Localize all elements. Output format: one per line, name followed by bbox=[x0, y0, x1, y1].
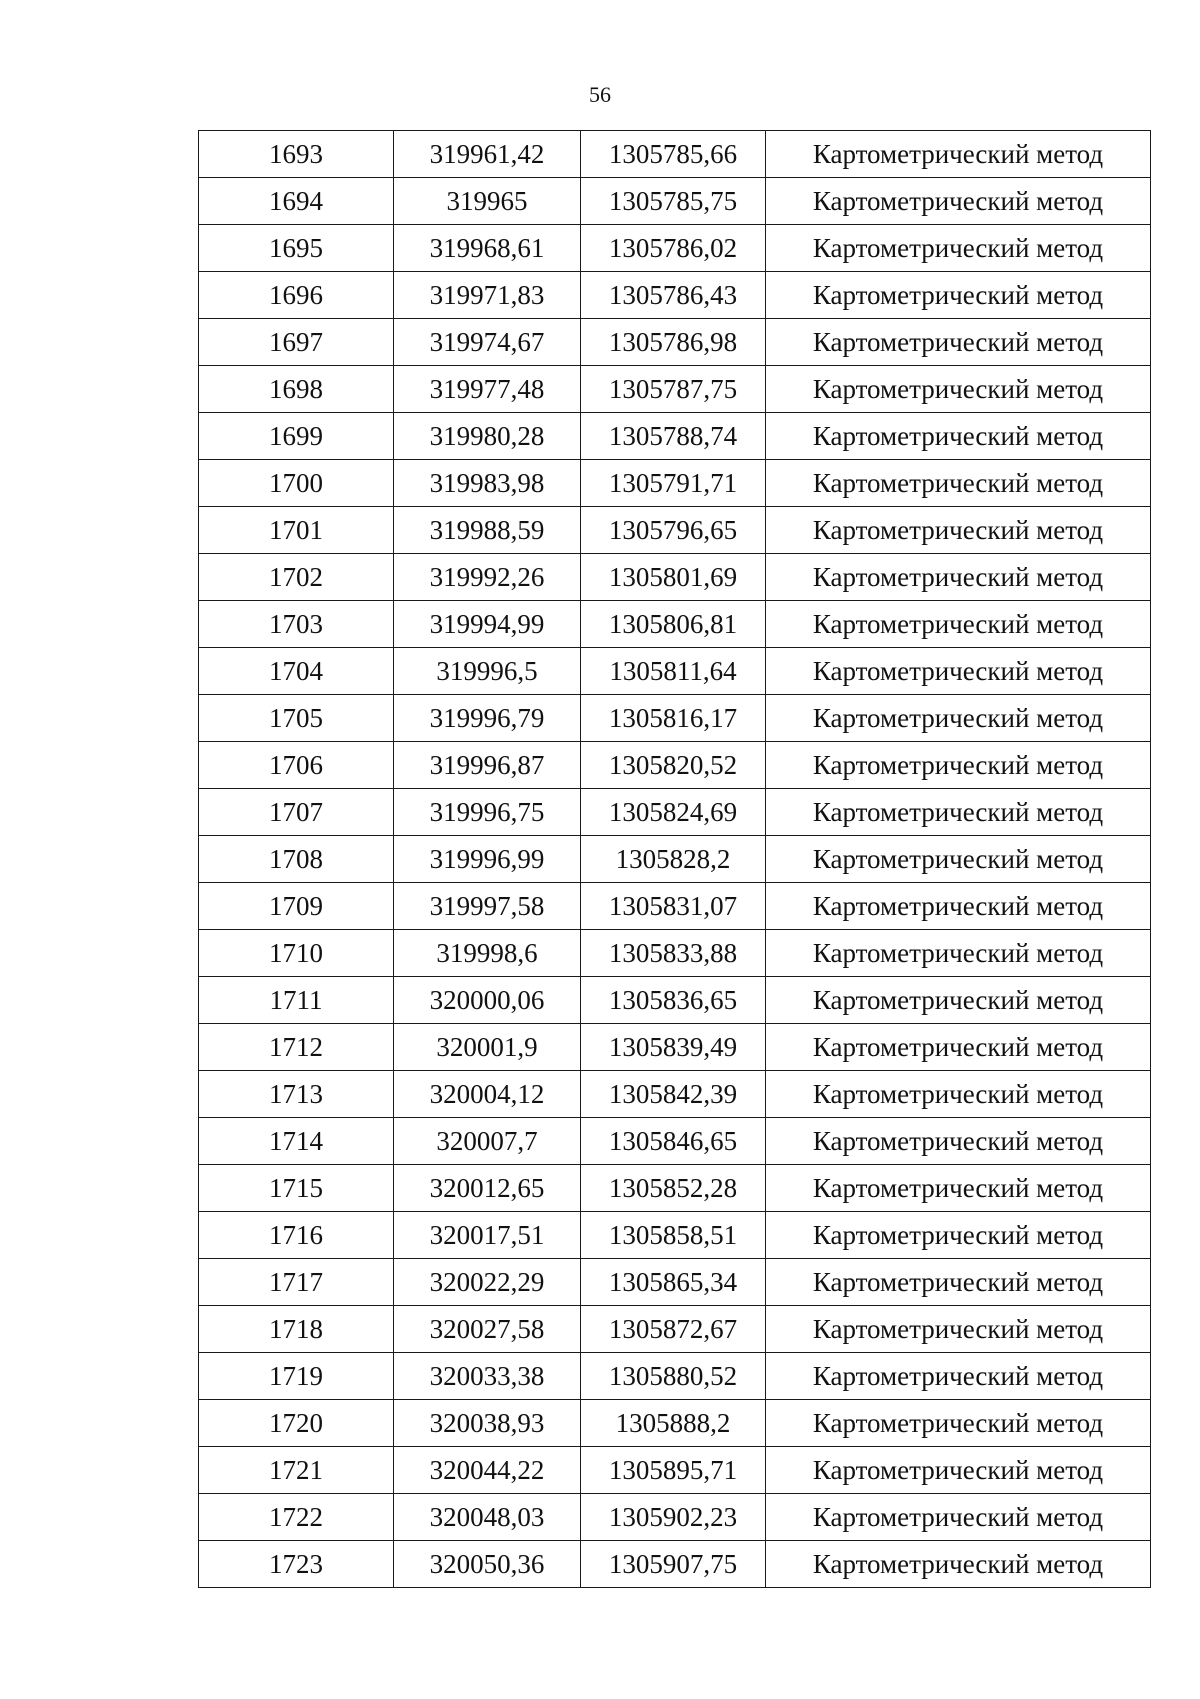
table-row bbox=[199, 1212, 1151, 1259]
method-cell: Картометрический метод bbox=[766, 789, 1151, 836]
x-coordinate-cell: 319974,67 bbox=[394, 319, 581, 366]
table-row bbox=[199, 789, 1151, 836]
method-cell: Картометрический метод bbox=[766, 977, 1151, 1024]
y-coordinate-cell: 1305831,07 bbox=[581, 883, 766, 930]
table-row bbox=[199, 131, 1151, 178]
point-number-cell: 1698 bbox=[199, 366, 394, 413]
method-cell: Картометрический метод bbox=[766, 1165, 1151, 1212]
y-coordinate-cell: 1305842,39 bbox=[581, 1071, 766, 1118]
y-coordinate-cell: 1305846,65 bbox=[581, 1118, 766, 1165]
method-cell: Картометрический метод bbox=[766, 1447, 1151, 1494]
point-number-cell: 1711 bbox=[199, 977, 394, 1024]
x-coordinate-cell: 319996,5 bbox=[394, 648, 581, 695]
method-cell: Картометрический метод bbox=[766, 1400, 1151, 1447]
table-row bbox=[199, 1165, 1151, 1212]
table-row bbox=[199, 648, 1151, 695]
y-coordinate-cell: 1305828,2 bbox=[581, 836, 766, 883]
y-coordinate-cell: 1305788,74 bbox=[581, 413, 766, 460]
point-number-cell: 1706 bbox=[199, 742, 394, 789]
method-cell: Картометрический метод bbox=[766, 1024, 1151, 1071]
table-row bbox=[199, 460, 1151, 507]
point-number-cell: 1695 bbox=[199, 225, 394, 272]
table-row bbox=[199, 1306, 1151, 1353]
point-number-cell: 1715 bbox=[199, 1165, 394, 1212]
y-coordinate-cell: 1305811,64 bbox=[581, 648, 766, 695]
table-row bbox=[199, 507, 1151, 554]
point-number-cell: 1718 bbox=[199, 1306, 394, 1353]
y-coordinate-cell: 1305872,67 bbox=[581, 1306, 766, 1353]
x-coordinate-cell: 319996,79 bbox=[394, 695, 581, 742]
y-coordinate-cell: 1305786,98 bbox=[581, 319, 766, 366]
point-number-cell: 1709 bbox=[199, 883, 394, 930]
coordinates-table-body bbox=[199, 131, 1151, 1588]
point-number-cell: 1693 bbox=[199, 131, 394, 178]
y-coordinate-cell: 1305858,51 bbox=[581, 1212, 766, 1259]
x-coordinate-cell: 320012,65 bbox=[394, 1165, 581, 1212]
method-cell: Картометрический метод bbox=[766, 1259, 1151, 1306]
table-row bbox=[199, 1494, 1151, 1541]
method-cell: Картометрический метод bbox=[766, 742, 1151, 789]
x-coordinate-cell: 320048,03 bbox=[394, 1494, 581, 1541]
x-coordinate-cell: 320050,36 bbox=[394, 1541, 581, 1588]
method-cell: Картометрический метод bbox=[766, 1353, 1151, 1400]
table-row bbox=[199, 930, 1151, 977]
method-cell: Картометрический метод bbox=[766, 1212, 1151, 1259]
method-cell: Картометрический метод bbox=[766, 1306, 1151, 1353]
point-number-cell: 1716 bbox=[199, 1212, 394, 1259]
y-coordinate-cell: 1305785,66 bbox=[581, 131, 766, 178]
table-row bbox=[199, 366, 1151, 413]
point-number-cell: 1710 bbox=[199, 930, 394, 977]
x-coordinate-cell: 319997,58 bbox=[394, 883, 581, 930]
method-cell: Картометрический метод bbox=[766, 1118, 1151, 1165]
x-coordinate-cell: 320000,06 bbox=[394, 977, 581, 1024]
point-number-cell: 1700 bbox=[199, 460, 394, 507]
point-number-cell: 1704 bbox=[199, 648, 394, 695]
x-coordinate-cell: 319996,99 bbox=[394, 836, 581, 883]
y-coordinate-cell: 1305839,49 bbox=[581, 1024, 766, 1071]
x-coordinate-cell: 320033,38 bbox=[394, 1353, 581, 1400]
table-row bbox=[199, 554, 1151, 601]
x-coordinate-cell: 320038,93 bbox=[394, 1400, 581, 1447]
y-coordinate-cell: 1305895,71 bbox=[581, 1447, 766, 1494]
table-row bbox=[199, 1400, 1151, 1447]
x-coordinate-cell: 319998,6 bbox=[394, 930, 581, 977]
point-number-cell: 1708 bbox=[199, 836, 394, 883]
method-cell: Картометрический метод bbox=[766, 460, 1151, 507]
y-coordinate-cell: 1305852,28 bbox=[581, 1165, 766, 1212]
table-row bbox=[199, 1118, 1151, 1165]
table-row bbox=[199, 1447, 1151, 1494]
table-row bbox=[199, 178, 1151, 225]
x-coordinate-cell: 319994,99 bbox=[394, 601, 581, 648]
point-number-cell: 1719 bbox=[199, 1353, 394, 1400]
table-row bbox=[199, 977, 1151, 1024]
point-number-cell: 1714 bbox=[199, 1118, 394, 1165]
point-number-cell: 1701 bbox=[199, 507, 394, 554]
x-coordinate-cell: 320044,22 bbox=[394, 1447, 581, 1494]
method-cell: Картометрический метод bbox=[766, 1071, 1151, 1118]
y-coordinate-cell: 1305791,71 bbox=[581, 460, 766, 507]
point-number-cell: 1699 bbox=[199, 413, 394, 460]
x-coordinate-cell: 319971,83 bbox=[394, 272, 581, 319]
point-number-cell: 1723 bbox=[199, 1541, 394, 1588]
method-cell: Картометрический метод bbox=[766, 1494, 1151, 1541]
method-cell: Картометрический метод bbox=[766, 930, 1151, 977]
page-number: 56 bbox=[589, 82, 611, 107]
y-coordinate-cell: 1305806,81 bbox=[581, 601, 766, 648]
point-number-cell: 1694 bbox=[199, 178, 394, 225]
method-cell: Картометрический метод bbox=[766, 648, 1151, 695]
y-coordinate-cell: 1305836,65 bbox=[581, 977, 766, 1024]
point-number-cell: 1721 bbox=[199, 1447, 394, 1494]
x-coordinate-cell: 319992,26 bbox=[394, 554, 581, 601]
y-coordinate-cell: 1305820,52 bbox=[581, 742, 766, 789]
method-cell: Картометрический метод bbox=[766, 883, 1151, 930]
table-row bbox=[199, 883, 1151, 930]
table-row bbox=[199, 225, 1151, 272]
table-row bbox=[199, 1259, 1151, 1306]
x-coordinate-cell: 319965 bbox=[394, 178, 581, 225]
table-row bbox=[199, 695, 1151, 742]
x-coordinate-cell: 319961,42 bbox=[394, 131, 581, 178]
method-cell: Картометрический метод bbox=[766, 554, 1151, 601]
method-cell: Картометрический метод bbox=[766, 601, 1151, 648]
table-row bbox=[199, 1541, 1151, 1588]
y-coordinate-cell: 1305816,17 bbox=[581, 695, 766, 742]
point-number-cell: 1707 bbox=[199, 789, 394, 836]
y-coordinate-cell: 1305880,52 bbox=[581, 1353, 766, 1400]
method-cell: Картометрический метод bbox=[766, 695, 1151, 742]
y-coordinate-cell: 1305888,2 bbox=[581, 1400, 766, 1447]
y-coordinate-cell: 1305787,75 bbox=[581, 366, 766, 413]
point-number-cell: 1722 bbox=[199, 1494, 394, 1541]
y-coordinate-cell: 1305796,65 bbox=[581, 507, 766, 554]
y-coordinate-cell: 1305902,23 bbox=[581, 1494, 766, 1541]
table-row bbox=[199, 413, 1151, 460]
y-coordinate-cell: 1305833,88 bbox=[581, 930, 766, 977]
x-coordinate-cell: 319983,98 bbox=[394, 460, 581, 507]
y-coordinate-cell: 1305786,02 bbox=[581, 225, 766, 272]
x-coordinate-cell: 319977,48 bbox=[394, 366, 581, 413]
table-row bbox=[199, 1071, 1151, 1118]
method-cell: Картометрический метод bbox=[766, 319, 1151, 366]
x-coordinate-cell: 319996,87 bbox=[394, 742, 581, 789]
method-cell: Картометрический метод bbox=[766, 836, 1151, 883]
table-row bbox=[199, 1024, 1151, 1071]
table-row bbox=[199, 836, 1151, 883]
table-row bbox=[199, 272, 1151, 319]
x-coordinate-cell: 320004,12 bbox=[394, 1071, 581, 1118]
point-number-cell: 1713 bbox=[199, 1071, 394, 1118]
point-number-cell: 1702 bbox=[199, 554, 394, 601]
point-number-cell: 1703 bbox=[199, 601, 394, 648]
method-cell: Картометрический метод bbox=[766, 225, 1151, 272]
table-row bbox=[199, 319, 1151, 366]
coordinates-table bbox=[198, 130, 1151, 1588]
method-cell: Картометрический метод bbox=[766, 507, 1151, 554]
y-coordinate-cell: 1305907,75 bbox=[581, 1541, 766, 1588]
point-number-cell: 1696 bbox=[199, 272, 394, 319]
x-coordinate-cell: 319988,59 bbox=[394, 507, 581, 554]
x-coordinate-cell: 320022,29 bbox=[394, 1259, 581, 1306]
method-cell: Картометрический метод bbox=[766, 413, 1151, 460]
table-row bbox=[199, 601, 1151, 648]
y-coordinate-cell: 1305865,34 bbox=[581, 1259, 766, 1306]
point-number-cell: 1717 bbox=[199, 1259, 394, 1306]
method-cell: Картометрический метод bbox=[766, 1541, 1151, 1588]
method-cell: Картометрический метод bbox=[766, 131, 1151, 178]
x-coordinate-cell: 320001,9 bbox=[394, 1024, 581, 1071]
table-row bbox=[199, 1353, 1151, 1400]
x-coordinate-cell: 319996,75 bbox=[394, 789, 581, 836]
point-number-cell: 1712 bbox=[199, 1024, 394, 1071]
point-number-cell: 1705 bbox=[199, 695, 394, 742]
x-coordinate-cell: 320027,58 bbox=[394, 1306, 581, 1353]
x-coordinate-cell: 320007,7 bbox=[394, 1118, 581, 1165]
x-coordinate-cell: 319968,61 bbox=[394, 225, 581, 272]
y-coordinate-cell: 1305801,69 bbox=[581, 554, 766, 601]
table-row bbox=[199, 742, 1151, 789]
point-number-cell: 1720 bbox=[199, 1400, 394, 1447]
method-cell: Картометрический метод bbox=[766, 366, 1151, 413]
y-coordinate-cell: 1305785,75 bbox=[581, 178, 766, 225]
point-number-cell: 1697 bbox=[199, 319, 394, 366]
method-cell: Картометрический метод bbox=[766, 178, 1151, 225]
y-coordinate-cell: 1305786,43 bbox=[581, 272, 766, 319]
method-cell: Картометрический метод bbox=[766, 272, 1151, 319]
x-coordinate-cell: 320017,51 bbox=[394, 1212, 581, 1259]
x-coordinate-cell: 319980,28 bbox=[394, 413, 581, 460]
y-coordinate-cell: 1305824,69 bbox=[581, 789, 766, 836]
